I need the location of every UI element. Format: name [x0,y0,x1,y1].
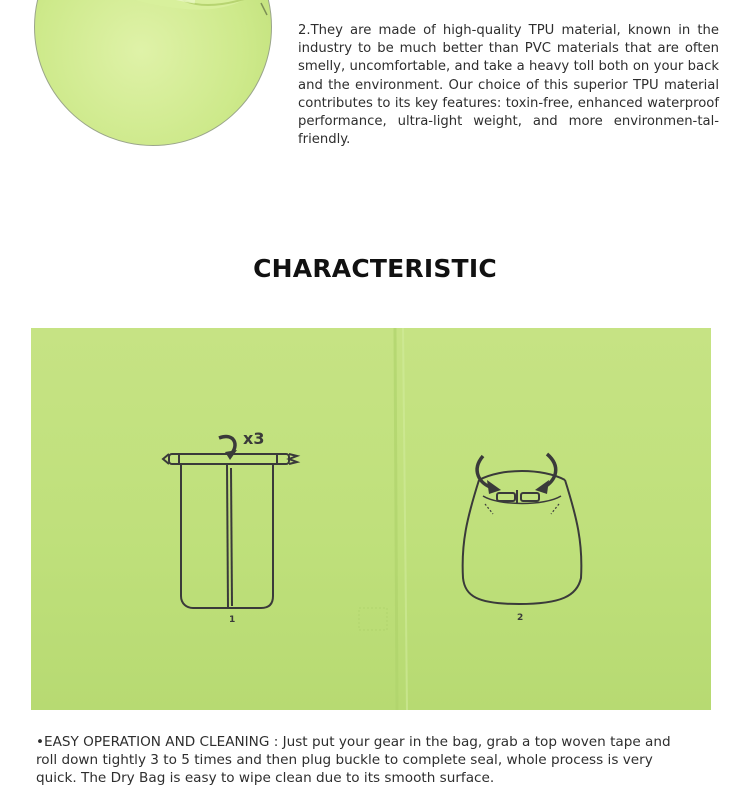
step2-bag-drawing [463,471,582,604]
step1-bag-drawing [163,454,297,608]
material-closeup-image [34,0,272,146]
step1-number: 1 [229,615,236,625]
step2-number: 2 [517,613,524,623]
fabric-fold-graphic [35,0,271,145]
embossed-logo [359,608,387,630]
usage-illustration [31,328,711,710]
feature-caption: •EASY OPERATION AND CLEANING : Just put your gear in the bag, grab a top woven tape and roll down tightly 3 to 5 times and then plug buckle to complete seal, whole process is very quick. The Dry Bag is easy to wipe clean due to its smooth surface. [36,734,671,787]
dry-bag-instruction-image [31,328,711,710]
step2-buckle-arrows [477,454,556,494]
section-heading: CHARACTERISTIC [253,254,497,283]
step1-multiplier: x3 [243,429,265,448]
material-description: 2.They are made of high-quality TPU material, known in the industry to be much better than PVC materials that are often smelly, uncomfortable, and take a heavy toll both on your back and the environment. Our choice of this superior TPU material contributes to its key features: toxin-free, enhanced waterproof performance, ultra-light weight, and more environmen-tal-friendly. [298,23,719,148]
